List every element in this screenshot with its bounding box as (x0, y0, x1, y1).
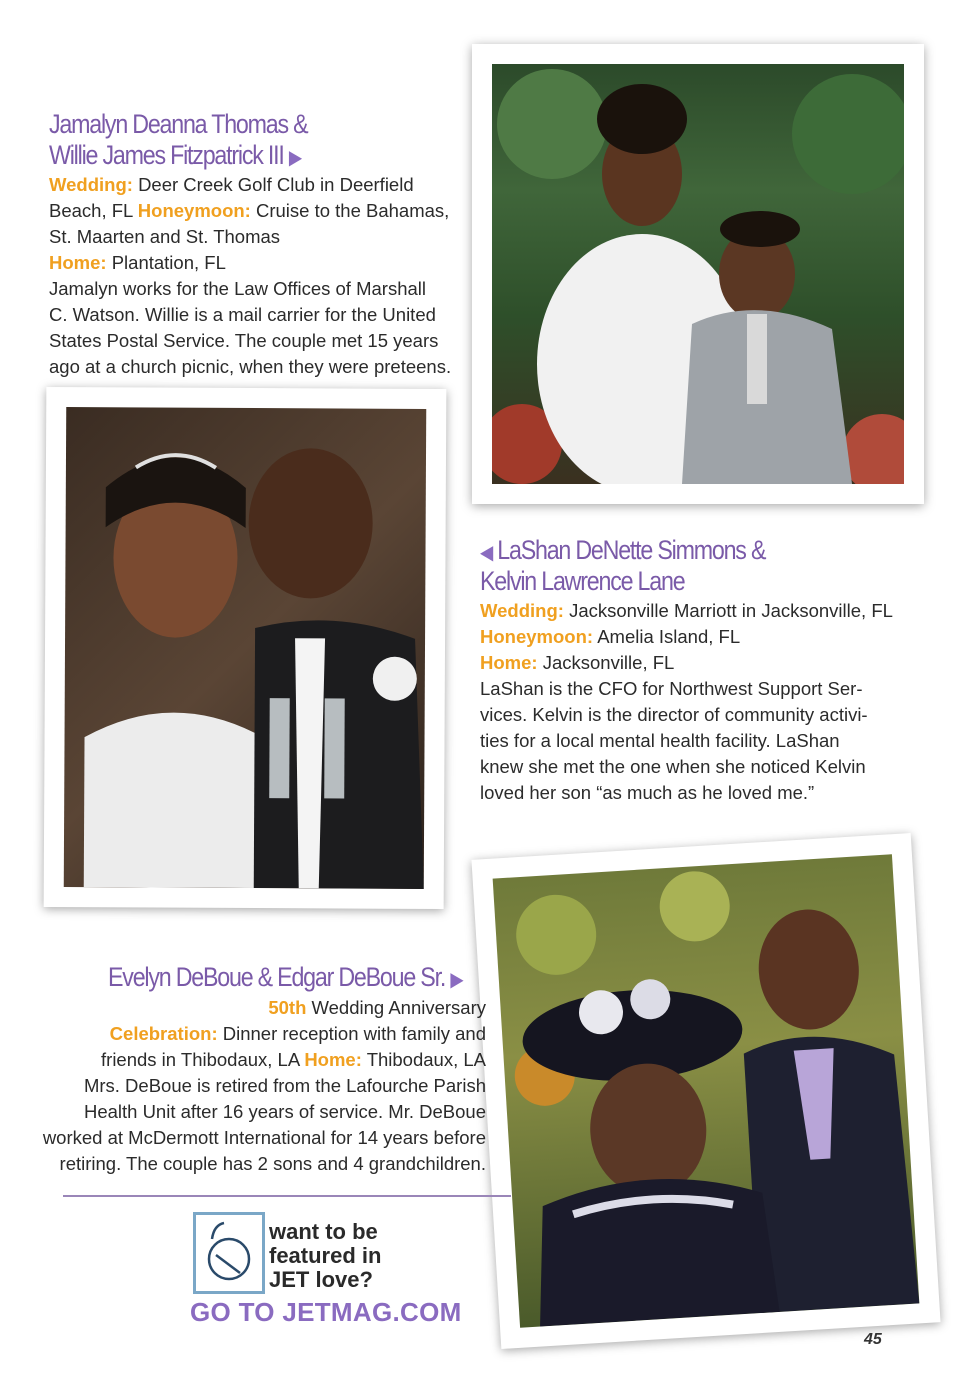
couple3-anniversary-line (20, 995, 486, 1021)
couple2-honeymoon-line (480, 624, 920, 650)
celebration-value: Dinner reception with family and (222, 1023, 486, 1044)
couple1-name-line2: Willie James Fitzpatrick III (49, 140, 284, 170)
couple2-details (480, 598, 920, 806)
couple2-name-line2: Kelvin Lawrence Lane (480, 566, 685, 596)
couple2-wedding-line (480, 598, 920, 624)
couple1-wedding-honeymoon-line (49, 198, 479, 224)
home-label: Home: (480, 652, 538, 673)
couple3-details (20, 995, 486, 1177)
rings-logo-icon (193, 1212, 265, 1294)
story-line: retiring. The couple has 2 sons and 4 grandchildren. (59, 1153, 486, 1174)
wedding-label: Wedding: (49, 174, 133, 195)
couple3-celebration-home-line (20, 1047, 486, 1073)
home-value: Thibodaux, LA (366, 1049, 486, 1070)
couple3-name: Evelyn DeBoue & Edgar DeBoue Sr. (108, 962, 446, 992)
home-label: Home: (304, 1049, 362, 1070)
page-number: 45 (864, 1331, 882, 1348)
couple3-name-wrap (108, 962, 462, 996)
couple1-name-line2-wrap (49, 140, 301, 174)
story-line: ago at a church picnic, when they were preteens. (49, 356, 452, 377)
couple2-name-line1-wrap (480, 535, 765, 569)
home-value: Jacksonville, FL (542, 652, 675, 673)
home-label: Home: (49, 252, 107, 273)
cta-website-link[interactable]: GO TO JETMAG.COM (190, 1297, 462, 1327)
couple-portrait-illustration (492, 64, 904, 484)
wedding-label: Wedding: (480, 600, 564, 621)
couple2-home-line (480, 650, 920, 676)
story-line: ties for a local mental health facility. LaShan (480, 730, 840, 751)
story-line: Jamalyn works for the Law Offices of Marshall (49, 278, 426, 299)
honeymoon-label: Honeymoon: (137, 200, 251, 221)
story-line: worked at McDermott International for 14 years before (42, 1127, 486, 1148)
couple-toast-illustration (64, 407, 427, 889)
anniversary-text: Wedding Anniversary (311, 997, 486, 1018)
right-triangle-icon: ▶ (450, 969, 463, 991)
photo-image (492, 64, 904, 484)
story-line: States Postal Service. The couple met 15 years (49, 330, 439, 351)
couple1-wedding-line (49, 172, 479, 198)
story-line: vices. Kelvin is the director of community activi- (480, 704, 868, 725)
cta-line: JET love? (269, 1267, 373, 1292)
photo-image (64, 407, 427, 889)
story-line: Mrs. DeBoue is retired from the Lafourche Parish (83, 1075, 486, 1096)
couple3-photo (471, 833, 940, 1349)
anniversary-couple-illustration (493, 854, 920, 1328)
couple1-home-line (49, 250, 479, 276)
story-line: C. Watson. Willie is a mail carrier for the United (49, 304, 436, 325)
cta-text (269, 1220, 381, 1292)
celebration-value-cont: friends in Thibodaux, LA (101, 1049, 300, 1070)
honeymoon-value: Cruise to the Bahamas, (255, 200, 450, 221)
section-divider (63, 1195, 511, 1197)
story-line: Health Unit after 16 years of service. Mr. DeBoue (83, 1101, 486, 1122)
story-line: knew she met the one when she noticed Kelvin (480, 756, 866, 777)
couple1-photo (44, 387, 447, 909)
couple2-name-line1: LaShan DeNette Simmons & (497, 535, 766, 565)
story-line: loved her son “as much as he loved me.” (480, 782, 815, 803)
right-triangle-icon: ▶ (288, 147, 301, 169)
honeymoon-value: Amelia Island, FL (597, 626, 741, 647)
cta-line: featured in (269, 1243, 382, 1268)
cta-line: want to be (269, 1219, 378, 1244)
photo-image (493, 854, 920, 1328)
wedding-value-cont: Beach, FL (49, 200, 133, 221)
couple3-celebration-line (20, 1021, 486, 1047)
couple1-name-line1: Jamalyn Deanna Thomas & (49, 109, 308, 139)
story-line: LaShan is the CFO for Northwest Support Ser- (480, 678, 863, 699)
anniversary-number: 50th (268, 997, 307, 1018)
honeymoon-value-cont: St. Maarten and St. Thomas (49, 226, 281, 247)
honeymoon-label: Honeymoon: (480, 626, 594, 647)
couple2-photo (472, 44, 924, 504)
wedding-value: Jacksonville Marriott in Jacksonville, FL (569, 600, 893, 621)
celebration-label: Celebration: (109, 1023, 218, 1044)
home-value: Plantation, FL (111, 252, 226, 273)
left-triangle-icon: ◀ (480, 542, 493, 564)
couple1-details (49, 172, 479, 380)
wedding-value: Deer Creek Golf Club in Deerfield (138, 174, 414, 195)
